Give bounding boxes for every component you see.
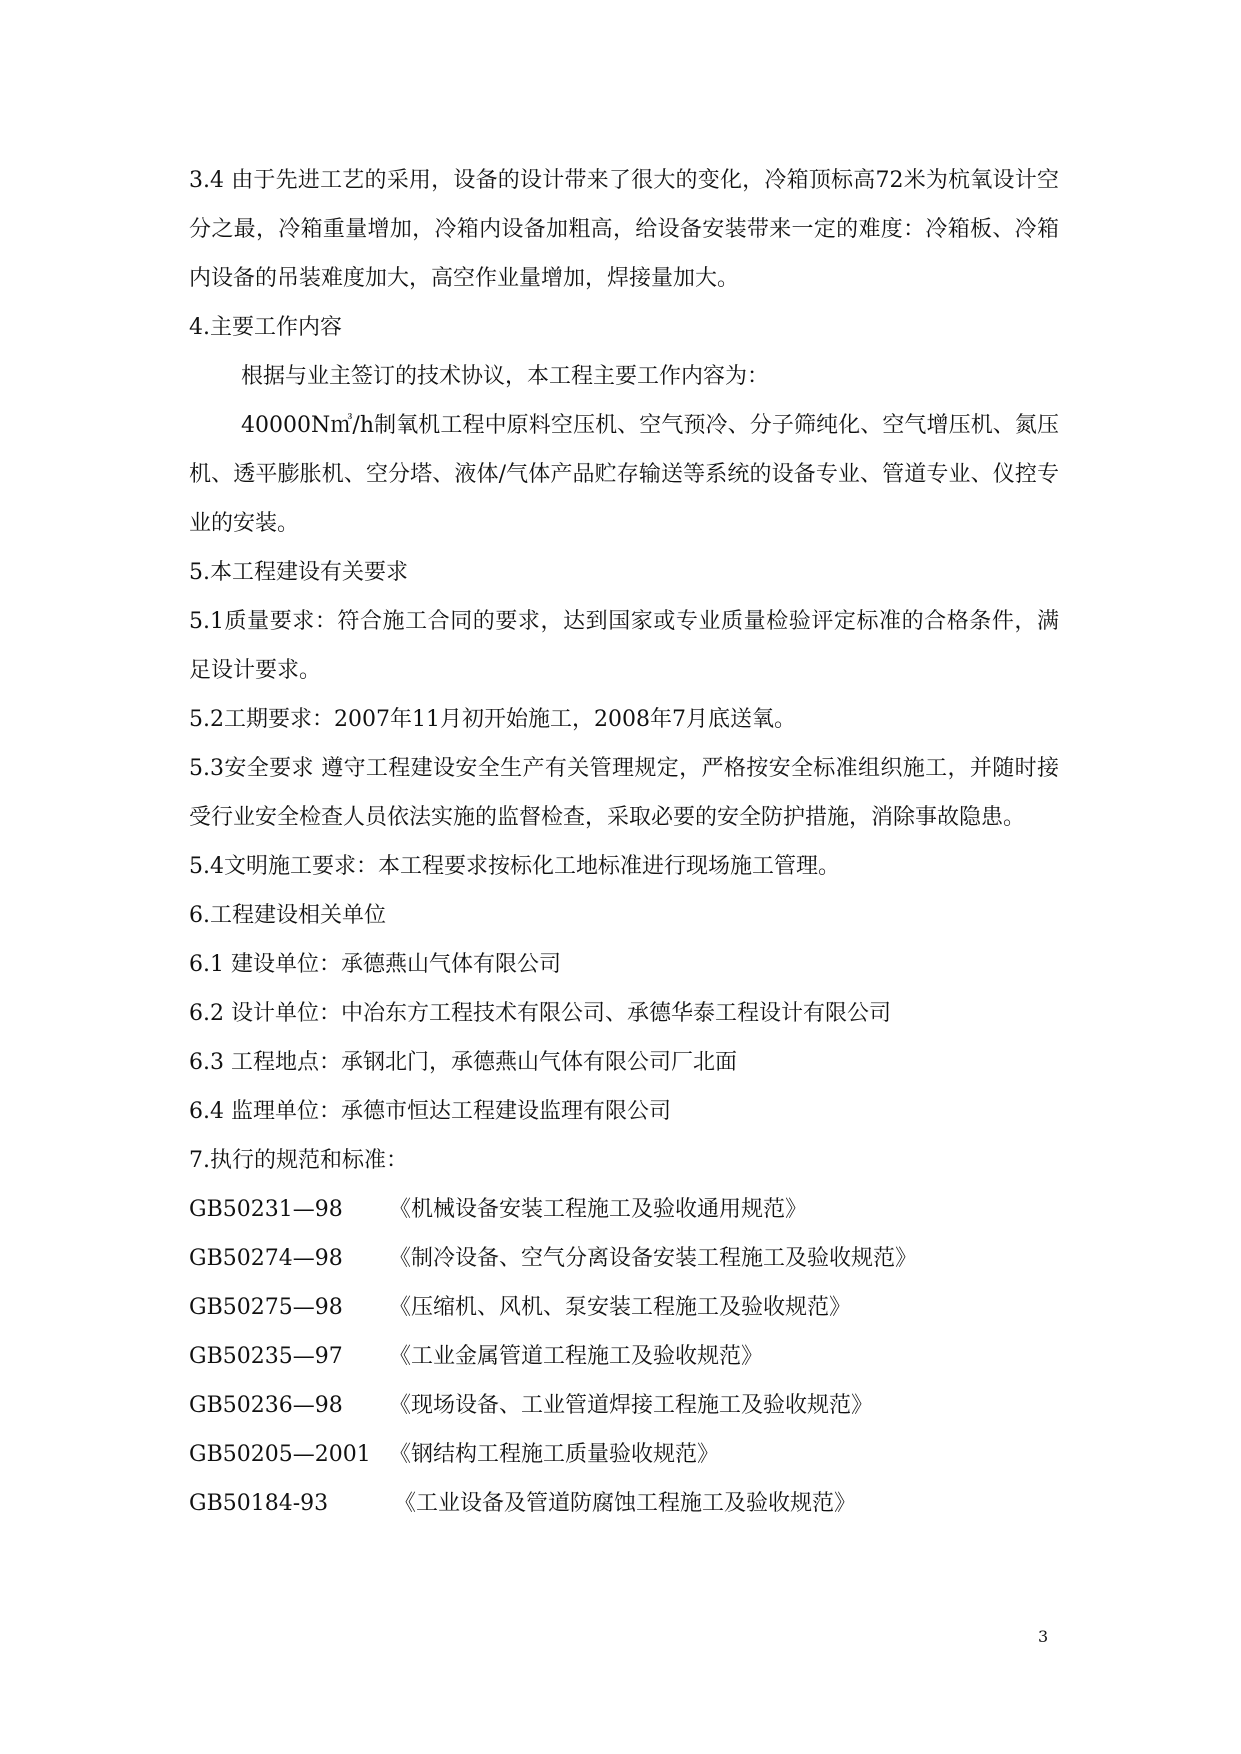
standard-row <box>189 1479 1059 1528</box>
standard-name: 《压缩机、风机、泵安装工程施工及验收规范》 <box>389 1295 852 1320</box>
standard-row <box>189 1430 1059 1479</box>
paragraph-6-1-owner: 6.1 建设单位：承德燕山气体有限公司 <box>189 952 561 977</box>
standard-code: GB50205—2001 <box>189 1442 371 1467</box>
standard-code: GB50231—98 <box>189 1197 343 1222</box>
paragraph-work-scope: 40000N㎥/h制氧机工程中原料空压机、空气预冷、分子筛纯化、空气增压机、氮压机、透平膨胀机、空分塔、液体/气体产品贮存输送等系统的设备专业、管道专业、仪控专业的安装。 <box>189 413 1059 536</box>
standard-code: GB50184-93 <box>189 1491 329 1516</box>
standard-row <box>189 1381 1059 1430</box>
paragraph-6-2-designer: 6.2 设计单位：中冶东方工程技术有限公司、承德华泰工程设计有限公司 <box>189 1001 891 1026</box>
standard-code: GB50236—98 <box>189 1393 343 1418</box>
paragraph-6-3-location: 6.3 工程地点：承钢北门，承德燕山气体有限公司厂北面 <box>189 1050 737 1075</box>
standard-name: 《机械设备安装工程施工及验收通用规范》 <box>389 1197 808 1222</box>
heading-6-units: 6.工程建设相关单位 <box>189 903 386 928</box>
standard-name: 《工业设备及管道防腐蚀工程施工及验收规范》 <box>394 1491 857 1516</box>
paragraph-work-intro: 根据与业主签订的技术协议，本工程主要工作内容为： <box>241 364 770 389</box>
heading-5-requirements: 5.本工程建设有关要求 <box>189 560 408 585</box>
standard-row <box>189 1234 1059 1283</box>
standard-code: GB50235—97 <box>189 1344 343 1369</box>
paragraph-5-2-schedule: 5.2工期要求：2007年11月初开始施工，2008年7月底送氧。 <box>189 707 796 732</box>
paragraph-6-4-supervisor: 6.4 监理单位：承德市恒达工程建设监理有限公司 <box>189 1099 671 1124</box>
standard-name: 《钢结构工程施工质量验收规范》 <box>389 1442 720 1467</box>
standard-name: 《制冷设备、空气分离设备安装工程施工及验收规范》 <box>389 1246 918 1271</box>
paragraph-5-1-quality: 5.1质量要求：符合施工合同的要求，达到国家或专业质量检验评定标准的合格条件，满足设计要求。 <box>189 609 1059 683</box>
standard-row <box>189 1185 1059 1234</box>
standard-name: 《现场设备、工业管道焊接工程施工及验收规范》 <box>389 1393 874 1418</box>
paragraph-5-4-civilized: 5.4文明施工要求：本工程要求按标化工地标准进行现场施工管理。 <box>189 854 840 879</box>
paragraph-3-4: 3.4 由于先进工艺的采用，设备的设计带来了很大的变化，冷箱顶标高72米为杭氧设计空分之最，冷箱重量增加，冷箱内设备加粗高，给设备安装带来一定的难度：冷箱板、冷箱内设备的吊装难度加大，高空作业量增加，焊接量加大。 <box>189 168 1059 291</box>
document-body <box>189 156 1059 1528</box>
standard-row <box>189 1332 1059 1381</box>
standard-name: 《工业金属管道工程施工及验收规范》 <box>389 1344 764 1369</box>
heading-4-main-work: 4.主要工作内容 <box>189 315 342 340</box>
standard-code: GB50275—98 <box>189 1295 343 1320</box>
page-number: 3 <box>1038 1627 1049 1646</box>
standard-row <box>189 1283 1059 1332</box>
standard-code: GB50274—98 <box>189 1246 343 1271</box>
heading-7-standards: 7.执行的规范和标准： <box>189 1148 408 1173</box>
paragraph-5-3-safety: 5.3安全要求 遵守工程建设安全生产有关管理规定，严格按安全标准组织施工，并随时接受行业安全检查人员依法实施的监督检查，采取必要的安全防护措施，消除事故隐患。 <box>189 756 1059 830</box>
